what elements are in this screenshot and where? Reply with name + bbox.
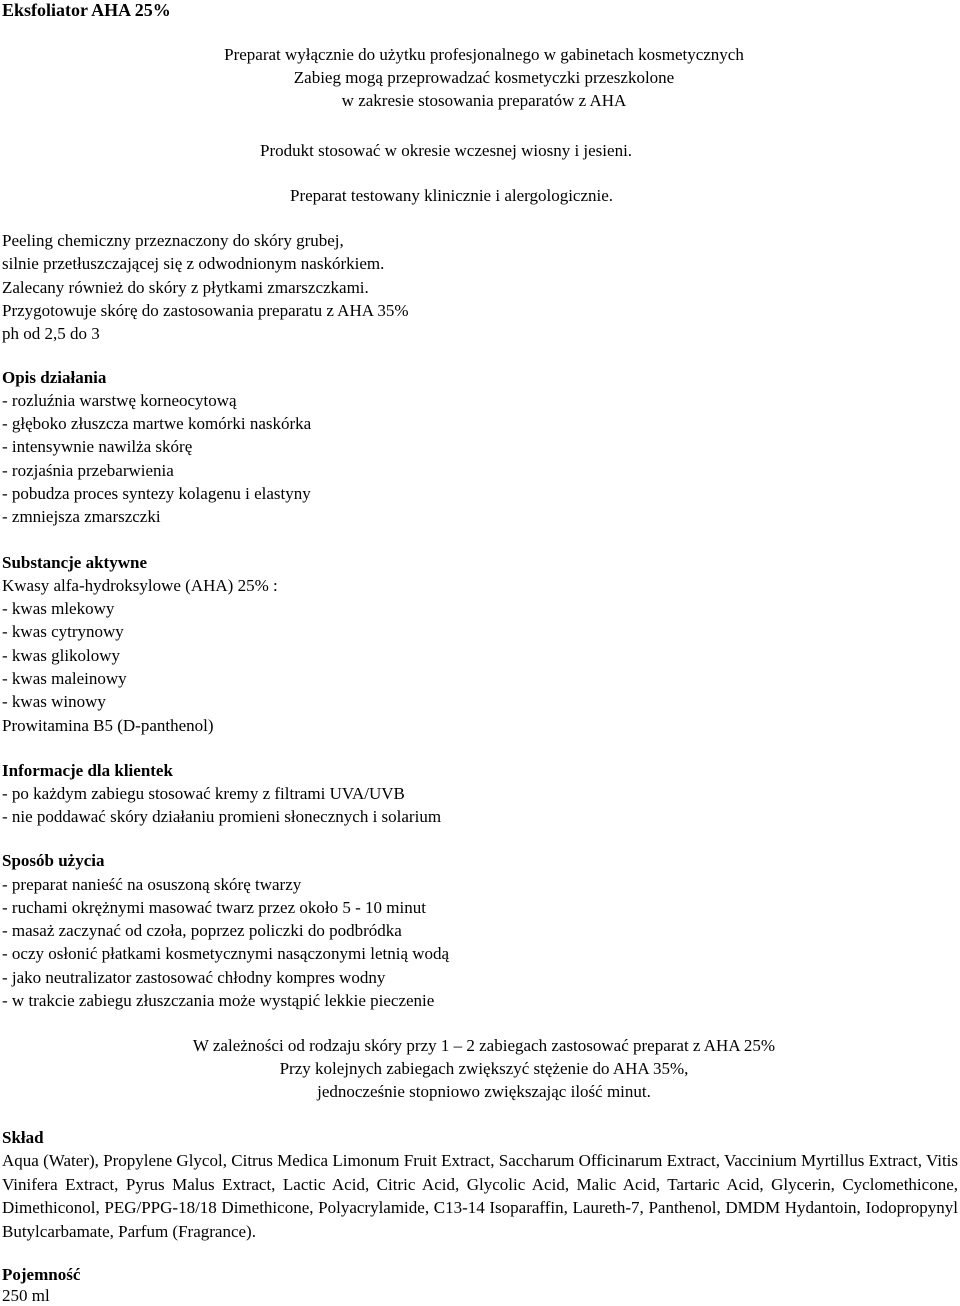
capacity-value: 250 ml [2, 1286, 50, 1305]
section-heading-action: Opis działania [2, 368, 107, 387]
intro-line: Peeling chemiczny przeznaczony do skóry grubej, [2, 231, 344, 250]
section-heading-actives: Substancje aktywne [2, 553, 147, 572]
list-item: - kwas cytrynowy [2, 622, 124, 641]
season-note: Produkt stosować w okresie wczesnej wiosny i jesieni. [260, 141, 633, 160]
list-item: - po każdym zabiegu stosować kremy z filtrami UVA/UVB [2, 784, 405, 803]
list-item: - masaż zaczynać od czoła, poprzez policzki do podbródka [2, 921, 402, 940]
list-item: - kwas mlekowy [2, 599, 115, 618]
list-item: - intensywnie nawilża skórę [2, 437, 193, 456]
intro-line: Zalecany również do skóry z płytkami zmarszczkami. [2, 278, 369, 297]
list-item: - w trakcie zabiegu złuszczania może wystąpić lekkie pieczenie [2, 991, 435, 1010]
list-item: - głęboko złuszcza martwe komórki naskórka [2, 414, 312, 433]
note-line: jednocześnie stopniowo zwiększając ilość minut. [317, 1082, 651, 1101]
list-item: - ruchami okrężnymi masować twarz przez około 5 - 10 minut [2, 898, 426, 917]
list-item: - rozluźnia warstwę korneocytową [2, 391, 237, 410]
header-line-cosmeticians: Zabieg mogą przeprowadzać kosmetyczki przeszkolone [293, 68, 675, 87]
list-item: - jako neutralizator zastosować chłodny kompres wodny [2, 968, 386, 987]
intro-line: silnie przetłuszczającej się z odwodnionym naskórkiem. [2, 254, 385, 273]
list-item: Prowitamina B5 (D-panthenol) [2, 716, 214, 735]
list-item: - kwas winowy [2, 692, 106, 711]
list-item: - pobudza proces syntezy kolagenu i elastyny [2, 484, 311, 503]
list-item: - kwas glikolowy [2, 646, 121, 665]
list-item: - kwas maleinowy [2, 669, 127, 688]
list-item: - oczy osłonić płatkami kosmetycznymi nasączonymi letnią wodą [2, 944, 450, 963]
note-line: Przy kolejnych zabiegach zwiększyć stężenie do AHA 35%, [279, 1059, 689, 1078]
tested-note: Preparat testowany klinicznie i alergologicznie. [290, 186, 614, 205]
header-line-professional: Preparat wyłącznie do użytku profesjonalnego w gabinetach kosmetycznych [224, 45, 744, 64]
composition-text: Aqua (Water), Propylene Glycol, Citrus Medica Limonum Fruit Extract, Saccharum Officinarum Extract, Vaccinium Myrtillus Extract, Vitis Vinifera Extract, Pyrus Malus Extract, Lactic Acid, Citric Acid, Glycolic Acid, Malic Acid, Tartaric Acid, Glycerin, Cyclomethicone, Dimethiconol, PEG/PPG-18/18 Dimethicone, Polyacrylamide, C13-14 Isoparaffin, Laureth-7, Panthenol, DMDM Hydantoin, Iodopropynyl Butylcarbamate, Parfum (Fragrance). [2, 1151, 958, 1241]
list-item: - zmniejsza zmarszczki [2, 507, 161, 526]
section-heading-clients: Informacje dla klientek [2, 761, 173, 780]
list-item: Kwasy alfa-hydroksylowe (AHA) 25% : [2, 576, 278, 595]
intro-line: ph od 2,5 do 3 [2, 324, 100, 343]
note-line: W zależności od rodzaju skóry przy 1 – 2 zabiegach zastosować preparat z AHA 25% [192, 1036, 776, 1055]
list-item: - preparat nanieść na osuszoną skórę twarzy [2, 875, 302, 894]
section-heading-composition: Skład [2, 1128, 44, 1147]
header-line-aha-training: w zakresie stosowania preparatów z AHA [341, 91, 627, 110]
page-title: Eksfoliator AHA 25% [2, 0, 171, 20]
list-item: - nie poddawać skóry działaniu promieni słonecznych i solarium [2, 807, 442, 826]
intro-line: Przygotowuje skórę do zastosowania preparatu z AHA 35% [2, 301, 409, 320]
section-heading-capacity: Pojemność [2, 1265, 81, 1284]
section-heading-usage: Sposób użycia [2, 851, 105, 870]
list-item: - rozjaśnia przebarwienia [2, 461, 174, 480]
